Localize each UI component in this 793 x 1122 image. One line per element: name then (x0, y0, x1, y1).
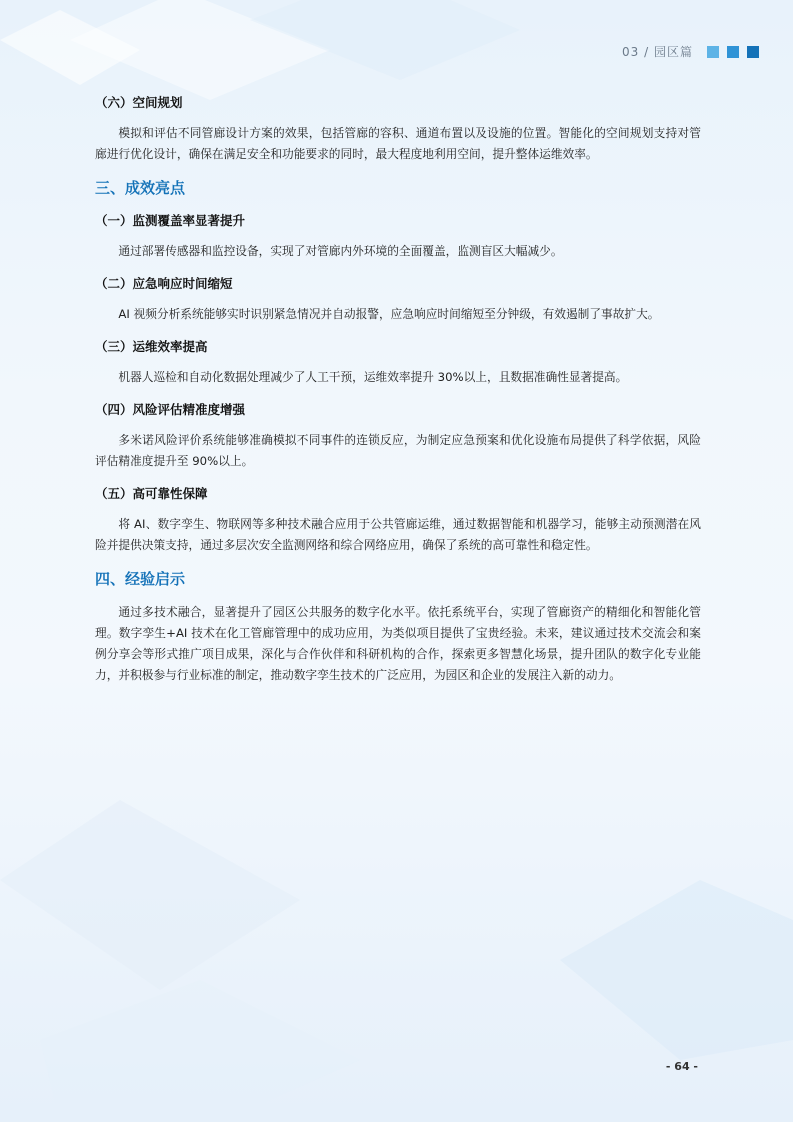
section-heading: 三、成效亮点 (95, 179, 186, 197)
paragraph: 将 AI、数字孪生、物联网等多种技术融合应用于公共管廊运维，通过数据智能和机器学习，能够主动预测潜在风险并提供决策支持，通过多层次安全监测网络和综合网络应用，确保了系统的高可靠性和稳定性。 (95, 517, 701, 552)
header-square-2 (727, 46, 739, 58)
header-square-3 (747, 46, 759, 58)
subsection-heading: （三）运维效率提高 (95, 339, 208, 354)
section-heading: 四、经验启示 (95, 570, 186, 588)
subsection-heading: （四）风险评估精准度增强 (95, 402, 246, 417)
subsection-heading: （六）空间规划 (95, 95, 183, 110)
subsection-heading: （五）高可靠性保障 (95, 486, 208, 501)
header-square-1 (707, 46, 719, 58)
paragraph: 通过多技术融合，显著提升了园区公共服务的数字化水平。依托系统平台，实现了管廊资产的精细化和智能化管理。数字孪生+AI 技术在化工管廊管理中的成功应用，为类似项目提供了宝贵经验。未来，建议通过技术交流会和案例分享会等形式推广项目成果，深化与合作伙伴和科研机构的合作，探索更多智慧化场景，提升团队的数字化专业能力，并积极参与行业标准的制定，推动数字孪生技术的广泛应用，为园区和企业的发展注入新的动力。 (95, 605, 701, 682)
paragraph: 通过部署传感器和监控设备，实现了对管廊内外环境的全面覆盖，监测盲区大幅减少。 (118, 244, 563, 258)
subsection-heading: （一）监测覆盖率显著提升 (95, 213, 246, 228)
subsection-heading: （二）应急响应时间缩短 (95, 276, 233, 291)
paragraph: AI 视频分析系统能够实时识别紧急情况并自动报警，应急响应时间缩短至分钟级，有效遏制了事故扩大。 (118, 307, 660, 321)
section-label: 03 / 园区篇 (622, 45, 693, 59)
paragraph: 机器人巡检和自动化数据处理减少了人工干预，运维效率提升 30%以上，且数据准确性显著提高。 (118, 370, 628, 384)
paragraph: 模拟和评估不同管廊设计方案的效果，包括管廊的容积、通道布置以及设施的位置。智能化的空间规划支持对管廊进行优化设计，确保在满足安全和功能要求的同时，最大程度地利用空间，提升整体运维效率。 (95, 126, 701, 161)
page-number: - 64 - (665, 1060, 698, 1073)
document-body (95, 93, 701, 698)
paragraph: 多米诺风险评价系统能够准确模拟不同事件的连锁反应，为制定应急预案和优化设施布局提供了科学依据，风险评估精准度提升至 90%以上。 (95, 433, 701, 468)
section-header (622, 43, 759, 60)
